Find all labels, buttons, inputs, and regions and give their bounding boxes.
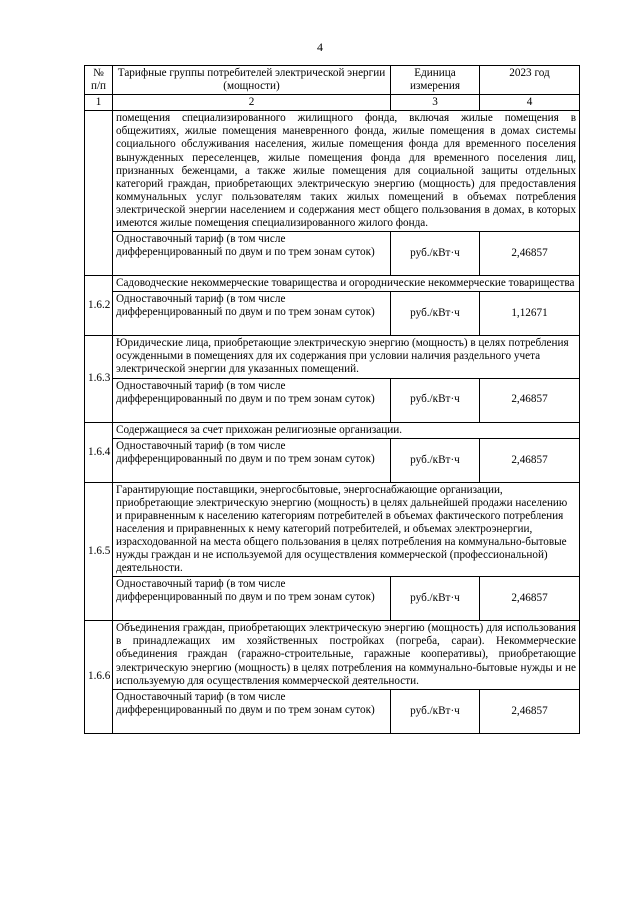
group-number [85, 111, 113, 276]
group-number: 1.6.5 [85, 482, 113, 621]
header-unit: Единица измерения [391, 66, 480, 95]
table-header-row [85, 66, 580, 95]
tariff-value: 2,46857 [480, 378, 580, 422]
tariff-row [85, 438, 580, 482]
tariff-value: 2,46857 [480, 577, 580, 621]
group-description: Юридические лица, приобретающие электрическую энергию (мощность) в целях потребления осужденными в помещениях для их содержания при условии наличия раздельного учета электрической энергии для указанных помещений. [113, 336, 580, 378]
group-description: Объединения граждан, приобретающих электрическую энергию (мощность) для использования в принадлежащих им хозяйственных постройках (погреба, сараи). Некоммерческие объединения граждан (гаражно-строительные, гаражные кооперативы), приобретающие электрическую энергию (мощность) в целях потребления на коммунально-бытовые нужды и не используемую для осуществления коммерческой деятельности. [113, 621, 580, 689]
tariff-label: Одноставочный тариф (в том числе дифференцированный по двум и по трем зонам суток) [113, 232, 391, 276]
group-description: Садоводческие некоммерческие товарищества и огороднические некоммерческие товарищества [113, 276, 580, 292]
group-text-row [85, 482, 580, 577]
tariff-unit: руб./кВт·ч [391, 689, 480, 733]
tariff-unit: руб./кВт·ч [391, 378, 480, 422]
header-year: 2023 год [480, 66, 580, 95]
tariff-row [85, 689, 580, 733]
tariff-unit: руб./кВт·ч [391, 232, 480, 276]
group-description: Гарантирующие поставщики, энергосбытовые, энергоснабжающие организации, приобретающие электрическую энергию (мощность) в целях дальнейшей продажи населению и приравненным к населению категориям потребителей в объемах фактического потребления населения и приравненных к нему категорий потребителей, и объемах электроэнергии, израсходованной на места общего пользования в целях потребления на коммунально-бытовые нужды граждан и не используемой для осуществления коммерческой (профессиональной) деятельности. [113, 482, 580, 577]
group-description: помещения специализированного жилищного фонда, включая жилые помещения в общежитиях, жилые помещения маневренного фонда, жилые помещения в домах системы социального обслуживания населения, жилые помещения фонда для временного поселения вынужденных переселенцев, жилые помещения фонда для временного поселения лиц, признанных беженцами, а также жилые помещения для социальной защиты отдельных категорий граждан, приобретающих электрическую энергию (мощность) для предоставления коммунальных услуг пользователям таких жилых помещений в объемах потребления электрической энергии населением и содержания мест общего пользования в домах, в которых имеются жилые помещения специализированного жилого фонда. [113, 111, 580, 232]
tariff-label: Одноставочный тариф (в том числе дифференцированный по двум и по трем зонам суток) [113, 577, 391, 621]
tariff-label: Одноставочный тариф (в том числе дифференцированный по двум и по трем зонам суток) [113, 438, 391, 482]
tariff-row [85, 577, 580, 621]
tariff-label: Одноставочный тариф (в том числе дифференцированный по двум и по трем зонам суток) [113, 378, 391, 422]
tariff-table [84, 65, 580, 734]
index-cell: 4 [480, 95, 580, 111]
tariff-unit: руб./кВт·ч [391, 292, 480, 336]
group-number: 1.6.4 [85, 422, 113, 482]
group-text-row [85, 276, 580, 292]
tariff-value: 2,46857 [480, 689, 580, 733]
page-number: 4 [317, 40, 323, 54]
index-cell: 3 [391, 95, 480, 111]
header-groups: Тарифные группы потребителей электрической энергии (мощности) [113, 66, 391, 95]
group-text-row [85, 422, 580, 438]
index-cell: 2 [113, 95, 391, 111]
tariff-value: 2,46857 [480, 438, 580, 482]
group-text-row [85, 336, 580, 378]
group-number: 1.6.2 [85, 276, 113, 336]
tariff-row [85, 378, 580, 422]
tariff-row [85, 292, 580, 336]
group-description: Содержащиеся за счет прихожан религиозные организации. [113, 422, 580, 438]
group-text-row [85, 621, 580, 689]
tariff-value: 1,12671 [480, 292, 580, 336]
tariff-unit: руб./кВт·ч [391, 438, 480, 482]
tariff-row [85, 232, 580, 276]
group-number: 1.6.6 [85, 621, 113, 733]
group-text-row [85, 111, 580, 232]
tariff-label: Одноставочный тариф (в том числе дифференцированный по двум и по трем зонам суток) [113, 689, 391, 733]
tariff-label: Одноставочный тариф (в том числе дифференцированный по двум и по трем зонам суток) [113, 292, 391, 336]
tariff-value: 2,46857 [480, 232, 580, 276]
group-number: 1.6.3 [85, 336, 113, 422]
tariff-unit: руб./кВт·ч [391, 577, 480, 621]
index-cell: 1 [85, 95, 113, 111]
header-num: № п/п [85, 66, 113, 95]
column-index-row [85, 95, 580, 111]
